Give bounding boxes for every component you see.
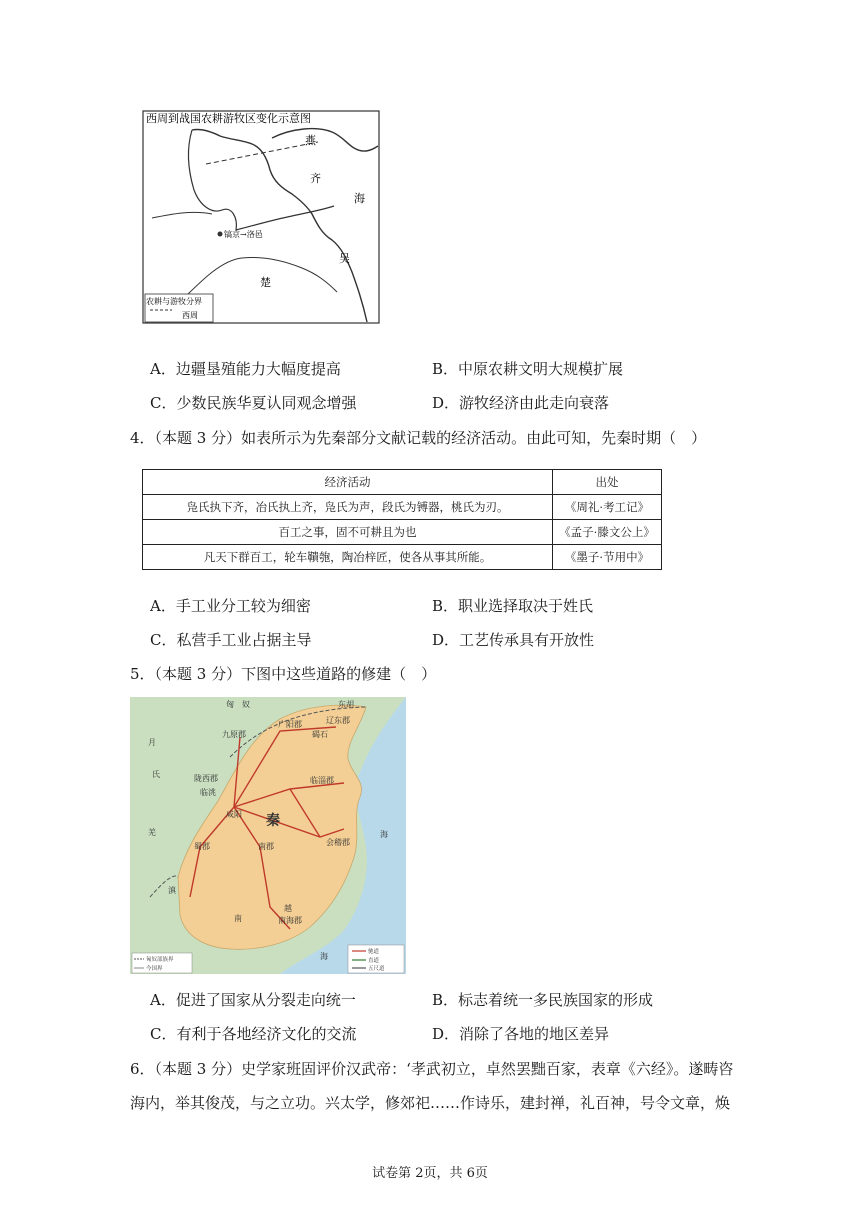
label-yue: 月 [148, 738, 156, 747]
label-nan: 南 [234, 914, 242, 923]
label-donghu: 东胡 [338, 700, 354, 709]
legend-chidao: 驰道 [368, 949, 380, 955]
table-row [143, 545, 662, 570]
label-guangyang: 广阳郡 [278, 720, 302, 729]
q5-option-d[interactable]: D．消除了各地的地区差异 [432, 1025, 610, 1043]
label-xiongnu: 匈 奴 [226, 700, 250, 709]
label-wu: 吴 [339, 252, 350, 265]
label-jiuyuan: 九原郡 [222, 730, 246, 739]
label-shi: 氏 [152, 770, 160, 779]
q6-stem-line1: 6．（本题 3 分）史学家班固评价汉武帝：‘孝武初立，卓然罢黜百家，表章《六经》。遂畴咨 [130, 1060, 734, 1078]
table-header-activity: 经济活动 [143, 470, 553, 495]
q5-option-b[interactable]: B．标志着统一多民族国家的形成 [432, 991, 654, 1009]
table-cell-activity: 凫氏执下齐，冶氏执上齐，凫氏为声，段氏为镈器，桃氏为刃。 [143, 495, 553, 520]
q4-stem: 4．（本题 3 分）如表所示为先秦部分文献记载的经济活动。由此可知，先秦时期（ ） [130, 429, 707, 447]
label-nanhai: 南海郡 [278, 916, 302, 925]
table-cell-source: 《周礼·考工记》 [553, 495, 662, 520]
label-migration: 镐京→洛邑 [224, 230, 263, 239]
legend-xiongnu-border: 匈奴部族界 [146, 957, 174, 963]
q3-option-b[interactable]: B．中原农耕文明大规模扩展 [432, 360, 624, 378]
q5-option-a[interactable]: A．促进了国家从分裂走向统一 [150, 991, 356, 1009]
economic-activity-table [142, 469, 662, 570]
q3-option-d[interactable]: D．游牧经济由此走向衰落 [432, 394, 610, 412]
legend-zhidao: 直道 [368, 958, 380, 964]
legend-wuchidao: 五尺道 [368, 966, 385, 972]
label-yue2: 越 [284, 904, 292, 913]
map-title: 西周到战国农耕游牧区变化示意图 [146, 112, 311, 125]
label-xianyang: 咸阳 [226, 810, 242, 819]
label-lintao: 临洮 [200, 788, 216, 797]
q4-option-b[interactable]: B．职业选择取决于姓氏 [432, 597, 594, 615]
table-header-row [143, 470, 662, 495]
q4-option-c[interactable]: C．私营手工业占据主导 [150, 631, 312, 649]
table-cell-activity: 凡天下群百工，轮车鞼匏，陶冶梓匠，使各从事其所能。 [143, 545, 553, 570]
label-jieshi: 碣石 [312, 730, 328, 739]
q4-option-a[interactable]: A．手工业分工较为细密 [150, 597, 311, 615]
label-shujun: 蜀郡 [194, 842, 210, 851]
label-qin: 秦 [266, 813, 280, 829]
q5-option-c[interactable]: C．有利于各地经济文化的交流 [150, 1025, 357, 1043]
label-linzi: 临淄郡 [310, 776, 334, 785]
legend-modern-border: 今国界 [146, 966, 163, 972]
q4-option-d[interactable]: D．工艺传承具有开放性 [432, 631, 595, 649]
table-cell-source: 《孟子·滕文公上》 [553, 520, 662, 545]
agri-nomad-change-map [142, 110, 380, 324]
legend-western-zhou: 西周 [182, 311, 198, 320]
label-nanjun: 南郡 [258, 842, 274, 851]
q3-option-c[interactable]: C．少数民族华夏认同观念增强 [150, 394, 357, 412]
q6-stem-line2: 海内，举其俊茂，与之立功。兴太学，修郊祀……作诗乐，建封禅，礼百神，号令文章，焕 [130, 1094, 731, 1112]
legend-boundary: 农耕与游牧分界 [146, 297, 202, 306]
q3-option-a[interactable]: A．边疆垦殖能力大幅度提高 [150, 360, 341, 378]
table-cell-source: 《墨子·节用中》 [553, 545, 662, 570]
label-kuaiji: 会稽郡 [326, 838, 350, 847]
label-qiang: 羌 [148, 828, 156, 837]
label-liaodong: 辽东郡 [326, 716, 350, 725]
label-dian: 滇 [168, 886, 176, 895]
label-sea-east: 海 [380, 830, 388, 839]
label-longxi: 陇西郡 [194, 774, 218, 783]
page-footer: 试卷第 2页，共 6页 [372, 1166, 488, 1181]
q5-stem: 5．（本题 3 分）下图中这些道路的修建（ ） [130, 665, 437, 683]
table-row [143, 520, 662, 545]
label-qi: 齐 [310, 172, 321, 185]
table-row [143, 495, 662, 520]
label-sea: 海 [354, 192, 365, 205]
qin-roads-map [130, 697, 406, 974]
table-header-source: 出处 [553, 470, 662, 495]
label-sea-south: 海 [320, 952, 328, 961]
label-yan: 燕 [305, 134, 316, 147]
label-chu: 楚 [260, 276, 271, 289]
table-cell-activity: 百工之事，固不可耕且为也 [143, 520, 553, 545]
